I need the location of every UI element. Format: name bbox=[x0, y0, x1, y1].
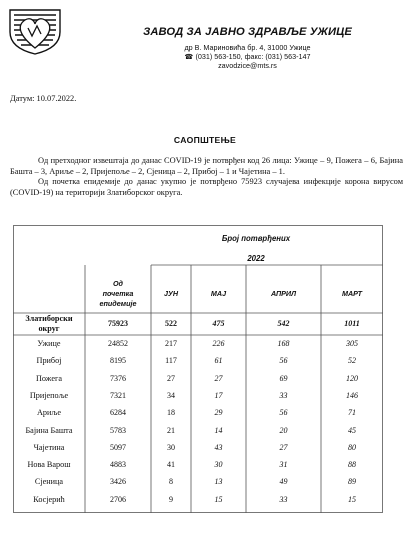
institution-address: др В. Мариновића бр. 4, 31000 Ужице bbox=[184, 43, 311, 52]
april-value: 49 bbox=[279, 477, 288, 487]
municipality-name: Ужице bbox=[37, 339, 61, 348]
since-start-header-2: почетка bbox=[102, 289, 134, 298]
municipality-name: Косјерић bbox=[33, 494, 65, 504]
since-start-value: 5783 bbox=[110, 425, 126, 435]
jun-value: 8 bbox=[169, 477, 173, 487]
total-march: 1011 bbox=[344, 319, 360, 328]
april-value: 27 bbox=[279, 442, 288, 452]
since-start-header-1: Од bbox=[112, 279, 124, 288]
document-body bbox=[10, 156, 403, 198]
total-jun: 522 bbox=[165, 319, 177, 328]
since-start-value: 6284 bbox=[110, 408, 126, 418]
municipality-name: Ариље bbox=[37, 408, 61, 418]
jun-value: 27 bbox=[167, 373, 175, 383]
april-value: 69 bbox=[279, 373, 288, 383]
march-value: 71 bbox=[348, 408, 356, 418]
total-may: 475 bbox=[212, 319, 225, 328]
jun-value: 21 bbox=[167, 425, 175, 435]
march-value: 146 bbox=[346, 390, 358, 400]
municipality-name: Бајина Башта bbox=[25, 425, 73, 435]
since-start-value: 4883 bbox=[110, 460, 126, 470]
march-value: 120 bbox=[346, 373, 358, 383]
municipality-name: Пријепоље bbox=[29, 390, 69, 400]
march-value: 52 bbox=[348, 356, 356, 366]
may-value: 14 bbox=[214, 425, 223, 435]
april-value: 31 bbox=[279, 460, 288, 470]
column-header-may: МАЈ bbox=[210, 289, 227, 298]
since-start-value: 5097 bbox=[110, 442, 126, 452]
april-value: 20 bbox=[279, 425, 288, 435]
jun-value: 18 bbox=[167, 408, 175, 418]
municipality-name: Нова Варош bbox=[27, 460, 71, 470]
jun-value: 9 bbox=[169, 494, 173, 504]
total-label-line1: Златиборски bbox=[25, 314, 73, 323]
april-value: 168 bbox=[277, 339, 290, 348]
may-value: 30 bbox=[214, 460, 223, 470]
municipality-name: Чајетина bbox=[33, 442, 65, 452]
institution-email: zavodzice@mts.rs bbox=[218, 61, 277, 70]
since-start-value: 8195 bbox=[110, 356, 126, 366]
total-april: 542 bbox=[277, 319, 290, 328]
jun-value: 34 bbox=[167, 390, 175, 400]
march-value: 45 bbox=[348, 425, 356, 435]
municipality-name: Прибој bbox=[36, 356, 62, 366]
may-value: 27 bbox=[214, 373, 223, 383]
since-start-value: 2706 bbox=[110, 494, 126, 504]
document-heading: САОПШТЕЊЕ bbox=[173, 135, 237, 145]
paragraph-update: Од претходног извештаја до данас COVID-19 је потврђен код 26 лица: Ужице – 9, Пожега – 6, Бајина Башта – 3, Ариље – 2, Пријепоље – 2, Сјеница – 2, Прибој – 1 и Чајетина – 1. bbox=[10, 156, 403, 176]
april-value: 56 bbox=[279, 408, 288, 418]
total-label-line2: округ bbox=[38, 324, 60, 333]
may-value: 226 bbox=[212, 339, 225, 348]
since-start-value: 24852 bbox=[108, 339, 128, 348]
document-date: Датум: 10.07.2022. bbox=[10, 94, 77, 103]
municipality-name: Пожега bbox=[36, 373, 62, 383]
march-value: 89 bbox=[348, 477, 356, 487]
since-start-value: 7321 bbox=[110, 390, 126, 400]
march-value: 305 bbox=[346, 339, 358, 348]
paragraph-total: Од почетка епидемије до данас укупно је потврђено 75923 случајева инфекције корона вирусом (COVID-19) на територији Златиборског округа. bbox=[10, 177, 403, 197]
march-value: 80 bbox=[348, 442, 356, 452]
shield-heart-logo bbox=[6, 6, 64, 56]
march-value: 88 bbox=[348, 460, 356, 470]
municipality-name: Сјеница bbox=[34, 477, 64, 487]
april-value: 56 bbox=[279, 356, 288, 366]
total-since-start: 75923 bbox=[108, 319, 128, 328]
cases-table bbox=[13, 225, 383, 513]
year-header: 2022 bbox=[247, 254, 265, 263]
jun-value: 30 bbox=[167, 442, 175, 452]
since-start-value: 7376 bbox=[110, 373, 126, 383]
column-header-march: МАРТ bbox=[341, 289, 363, 298]
table-grid bbox=[13, 225, 383, 513]
since-start-header-3: епидемије bbox=[99, 299, 137, 308]
jun-value: 117 bbox=[165, 356, 177, 366]
may-value: 43 bbox=[214, 442, 223, 452]
may-value: 15 bbox=[214, 494, 223, 504]
may-value: 13 bbox=[214, 477, 223, 487]
institution-name: ЗАВОД ЗА ЈАВНО ЗДРАВЉЕ УЖИЦЕ bbox=[143, 26, 352, 38]
may-value: 61 bbox=[214, 356, 223, 366]
column-header-jun: ЈУН bbox=[163, 289, 179, 298]
april-value: 33 bbox=[279, 390, 288, 400]
may-value: 29 bbox=[214, 408, 223, 418]
jun-value: 217 bbox=[165, 339, 177, 348]
jun-value: 41 bbox=[167, 460, 175, 470]
march-value: 15 bbox=[348, 494, 356, 504]
institution-phone: ☎ (031) 563-150, факс: (031) 563-147 bbox=[184, 52, 311, 61]
since-start-value: 3426 bbox=[110, 477, 126, 487]
april-value: 33 bbox=[279, 494, 288, 504]
confirmed-header: Број потврђених bbox=[221, 234, 291, 243]
column-header-april: АПРИЛ bbox=[270, 289, 297, 298]
may-value: 17 bbox=[214, 390, 223, 400]
